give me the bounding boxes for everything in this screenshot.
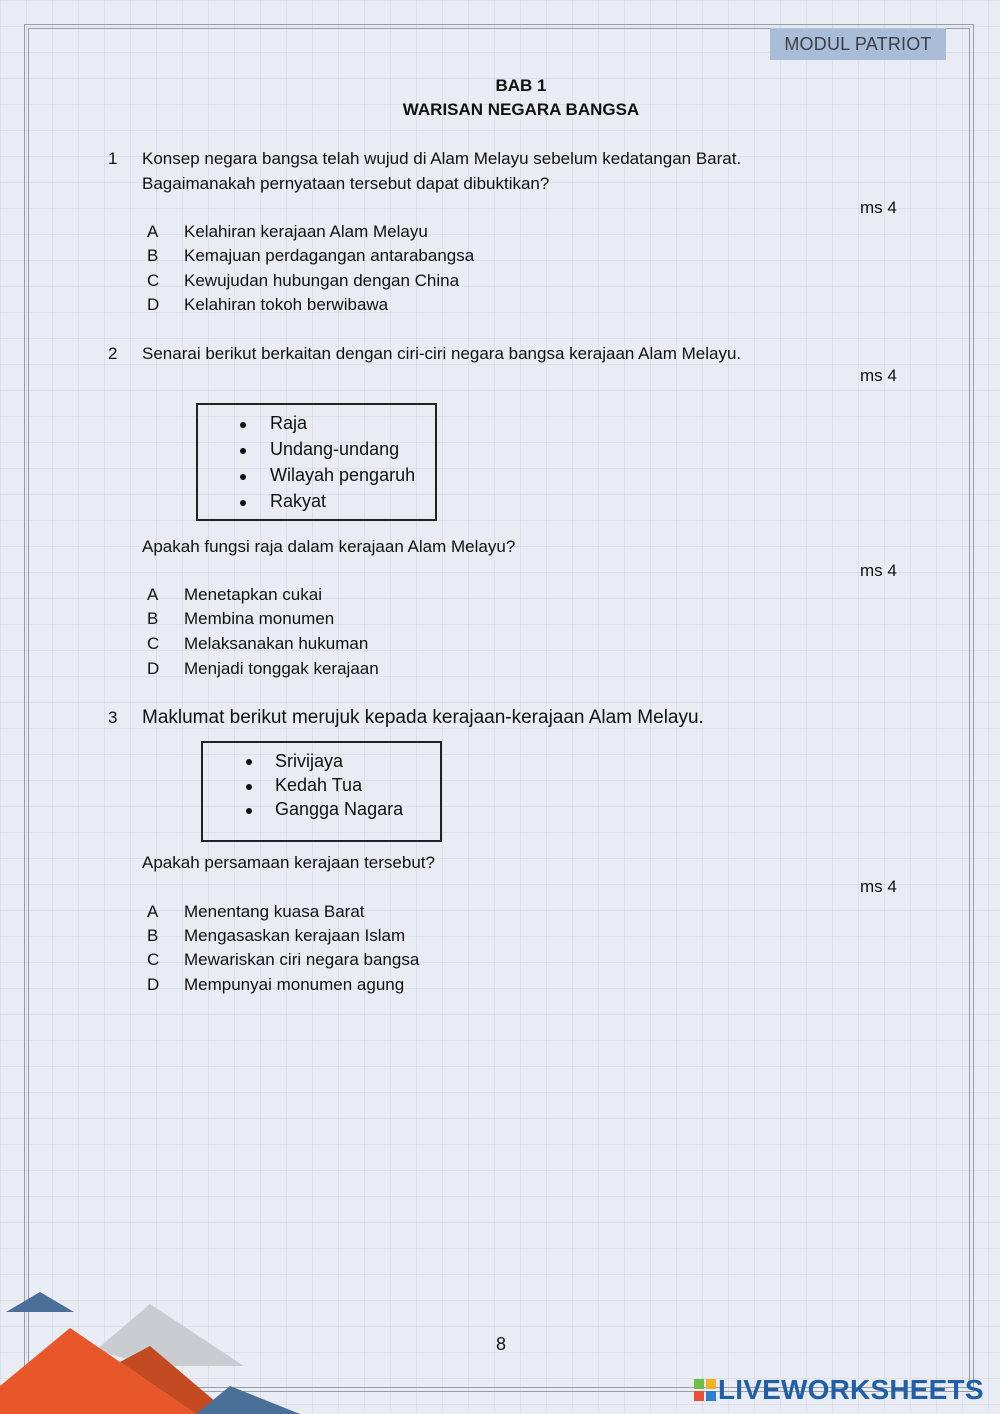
question-text: Maklumat berikut merujuk kepada kerajaan-kerajaan Alam Melayu.: [142, 707, 704, 728]
option-text[interactable]: Menjadi tonggak kerajaan: [184, 659, 379, 678]
bullet: [240, 500, 246, 506]
page-reference: ms 4: [860, 198, 897, 217]
bullet: [246, 808, 252, 814]
list-item: Raja: [270, 413, 308, 433]
option-text[interactable]: Kemajuan perdagangan antarabangsa: [184, 246, 475, 265]
option-text[interactable]: Kelahiran kerajaan Alam Melayu: [184, 222, 428, 241]
liveworksheets-logo: [694, 1374, 984, 1406]
option-letter[interactable]: A: [147, 902, 159, 921]
bullet: [240, 448, 246, 454]
question-text: Konsep negara bangsa telah wujud di Alam Melayu sebelum kedatangan Barat.: [142, 149, 742, 168]
chapter-title: WARISAN NEGARA BANGSA: [402, 100, 640, 119]
option-letter[interactable]: C: [147, 950, 160, 969]
bullet: [240, 474, 246, 480]
option-text[interactable]: Mewariskan ciri negara bangsa: [184, 950, 420, 969]
list-item: Undang-undang: [270, 439, 400, 459]
info-list-box: [201, 741, 442, 842]
option-letter[interactable]: D: [147, 659, 160, 678]
option-text[interactable]: Membina monumen: [184, 609, 335, 628]
question-text: Senarai berikut berkaitan dengan ciri-ciri negara bangsa kerajaan Alam Melayu.: [142, 344, 742, 363]
option-letter[interactable]: D: [147, 975, 160, 994]
list-item: Srivijaya: [275, 751, 344, 771]
list-item: Gangga Nagara: [275, 799, 404, 819]
option-text[interactable]: Menetapkan cukai: [184, 585, 322, 604]
page-reference: ms 4: [860, 561, 897, 580]
option-text[interactable]: Mempunyai monumen agung: [184, 975, 405, 994]
question-number: 2: [108, 344, 118, 363]
option-letter[interactable]: B: [147, 609, 159, 628]
option-text[interactable]: Kelahiran tokoh berwibawa: [184, 295, 389, 314]
option-letter[interactable]: D: [147, 295, 160, 314]
bullet: [240, 422, 246, 428]
info-list-box: [196, 403, 437, 521]
option-text[interactable]: Mengasaskan kerajaan Islam: [184, 926, 406, 945]
list-item: Rakyat: [270, 491, 327, 511]
option-text[interactable]: Melaksanakan hukuman: [184, 634, 369, 653]
bullet: [246, 759, 252, 765]
option-letter[interactable]: A: [147, 585, 159, 604]
page-reference: ms 4: [860, 366, 897, 385]
brand-name: LIVEWORKSHEETS: [718, 1374, 984, 1405]
question-text: Apakah fungsi raja dalam kerajaan Alam Melayu?: [142, 537, 516, 556]
option-letter[interactable]: C: [147, 271, 160, 290]
list-item: Kedah Tua: [275, 775, 363, 795]
module-badge: MODUL PATRIOT: [770, 28, 946, 60]
option-letter[interactable]: B: [147, 926, 159, 945]
option-letter[interactable]: A: [147, 222, 159, 241]
list-item: Wilayah pengaruh: [270, 465, 416, 485]
option-letter[interactable]: C: [147, 634, 160, 653]
question-text: Bagaimanakah pernyataan tersebut dapat dibuktikan?: [142, 174, 550, 193]
deco-triangle-blue: [6, 1292, 74, 1312]
logo-grid-icon: [694, 1379, 716, 1401]
option-text[interactable]: Kewujudan hubungan dengan China: [184, 271, 460, 290]
question-text: Apakah persamaan kerajaan tersebut?: [142, 853, 435, 872]
chapter-number: BAB 1: [495, 76, 547, 95]
option-letter[interactable]: B: [147, 246, 159, 265]
page-reference: ms 4: [860, 877, 897, 896]
bullet: [246, 784, 252, 790]
question-number: 1: [108, 149, 118, 168]
question-number: 3: [108, 708, 118, 727]
option-text[interactable]: Menentang kuasa Barat: [184, 902, 365, 921]
page-number: 8: [495, 1334, 506, 1354]
